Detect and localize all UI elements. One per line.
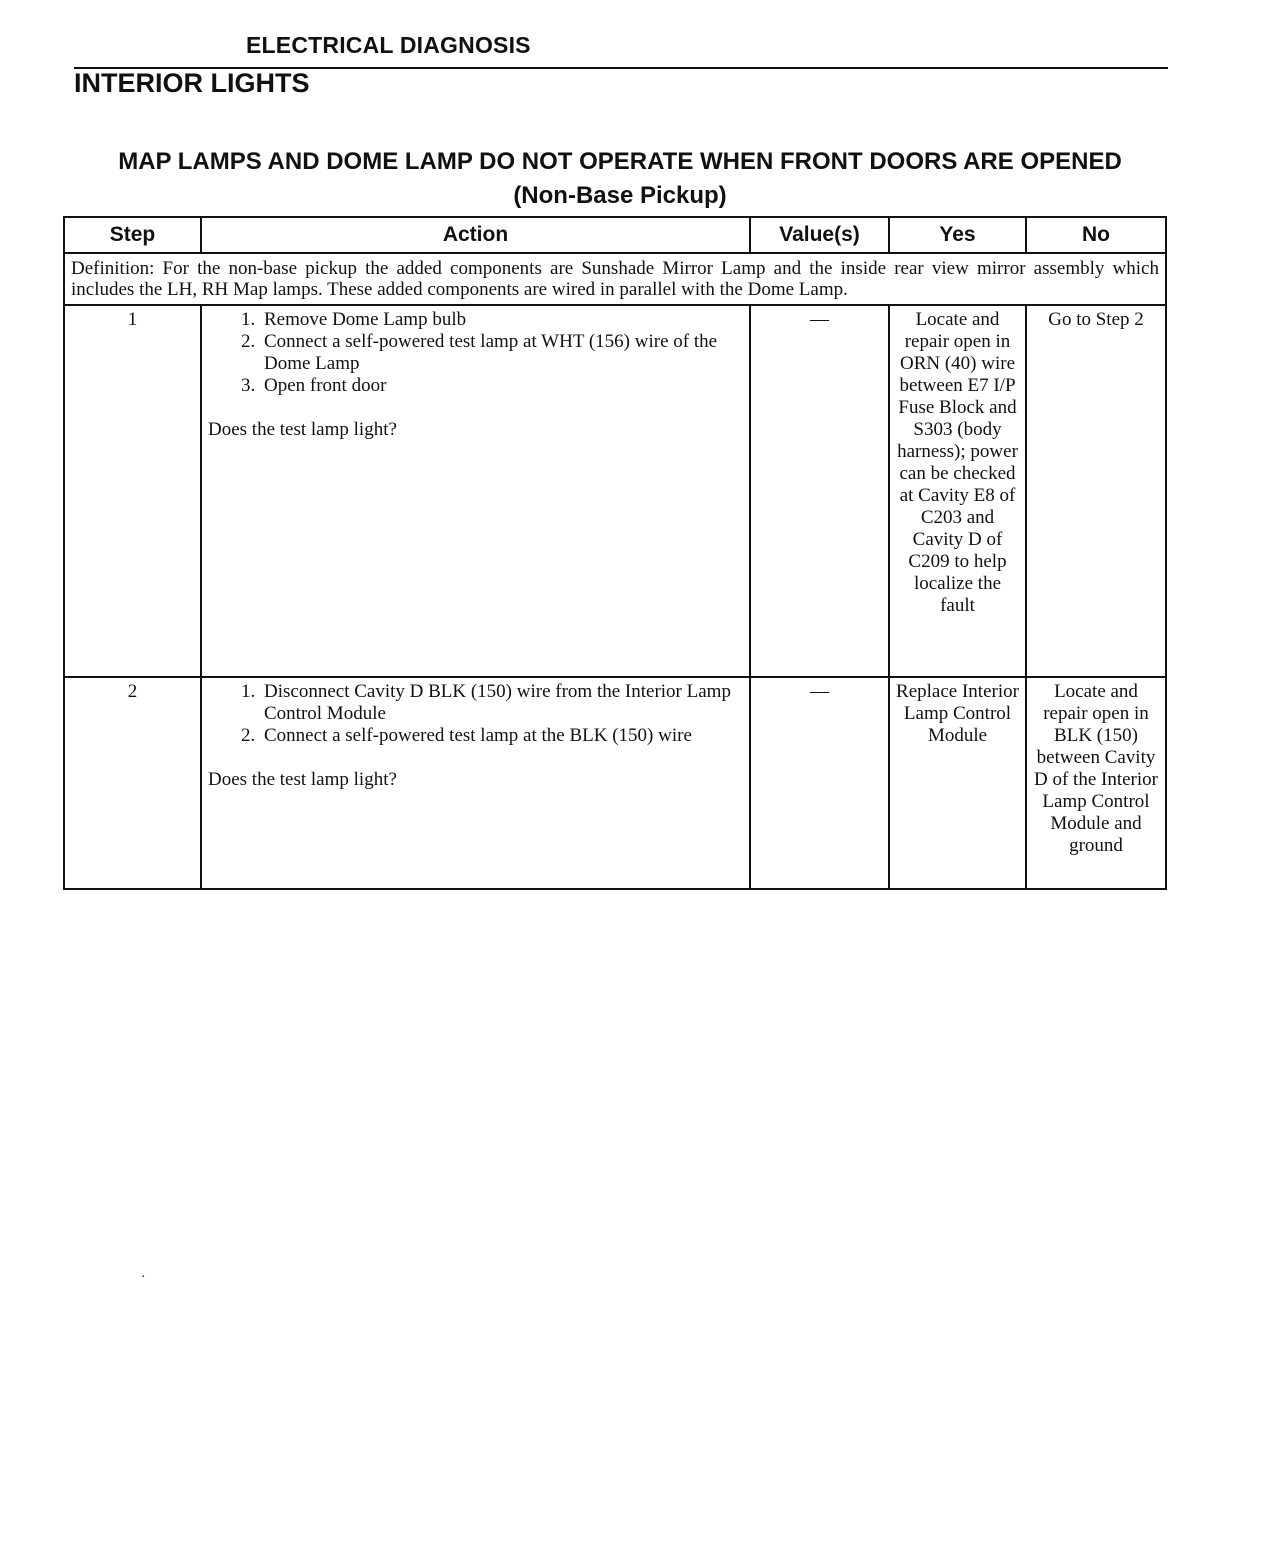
action-cell: [201, 677, 750, 889]
step-number: 2: [64, 677, 201, 889]
action-item: 1. Remove Dome Lamp bulb: [260, 309, 743, 331]
column-header-action: Action: [201, 217, 750, 253]
action-question: Does the test lamp light?: [208, 419, 397, 440]
scan-speck: ·: [141, 1270, 146, 1285]
column-header-step: Step: [64, 217, 201, 253]
table-title: MAP LAMPS AND DOME LAMP DO NOT OPERATE WHEN FRONT DOORS ARE OPENED: [118, 148, 1122, 175]
column-header-values: Value(s): [750, 217, 889, 253]
section-label: ELECTRICAL DIAGNOSIS: [246, 32, 531, 58]
yes-cell: Replace Interior Lamp Control Module: [889, 677, 1026, 889]
column-header-yes: Yes: [889, 217, 1026, 253]
definition-text: Definition: For the non-base pickup the added components are Sunshade Mirror Lamp and the inside rear view mirror assembly which includes the LH, RH Map lamps. These added components are wired in parallel with the Dome Lamp.: [64, 253, 1166, 305]
diagnostic-table: [63, 216, 1167, 890]
action-item: 1. Disconnect Cavity D BLK (150) wire from the Interior Lamp Control Module: [260, 681, 743, 725]
column-header-no: No: [1026, 217, 1166, 253]
table-row: [64, 677, 1166, 889]
action-cell: [201, 305, 750, 677]
action-list: [208, 309, 743, 397]
action-list: [208, 681, 743, 747]
table-header-row: [64, 217, 1166, 253]
step-number: 1: [64, 305, 201, 677]
definition-row: [64, 253, 1166, 305]
table-row: [64, 305, 1166, 677]
no-cell: Go to Step 2: [1026, 305, 1166, 677]
no-cell: Locate and repair open in BLK (150) between Cavity D of the Interior Lamp Control Module and ground: [1026, 677, 1166, 889]
page-title: INTERIOR LIGHTS: [74, 68, 310, 98]
value-cell: —: [750, 305, 889, 677]
action-item: 2. Connect a self-powered test lamp at the BLK (150) wire: [260, 725, 743, 747]
action-item: 2. Connect a self-powered test lamp at WHT (156) wire of the Dome Lamp: [260, 331, 743, 375]
action-question: Does the test lamp light?: [208, 769, 397, 790]
value-cell: —: [750, 677, 889, 889]
table-subtitle: (Non-Base Pickup): [513, 182, 727, 209]
action-item: 3. Open front door: [260, 375, 743, 397]
yes-cell: Locate and repair open in ORN (40) wire between E7 I/P Fuse Block and S303 (body harness); power can be checked at Cavity E8 of C203 and Cavity D of C209 to help localize the fault: [889, 305, 1026, 677]
